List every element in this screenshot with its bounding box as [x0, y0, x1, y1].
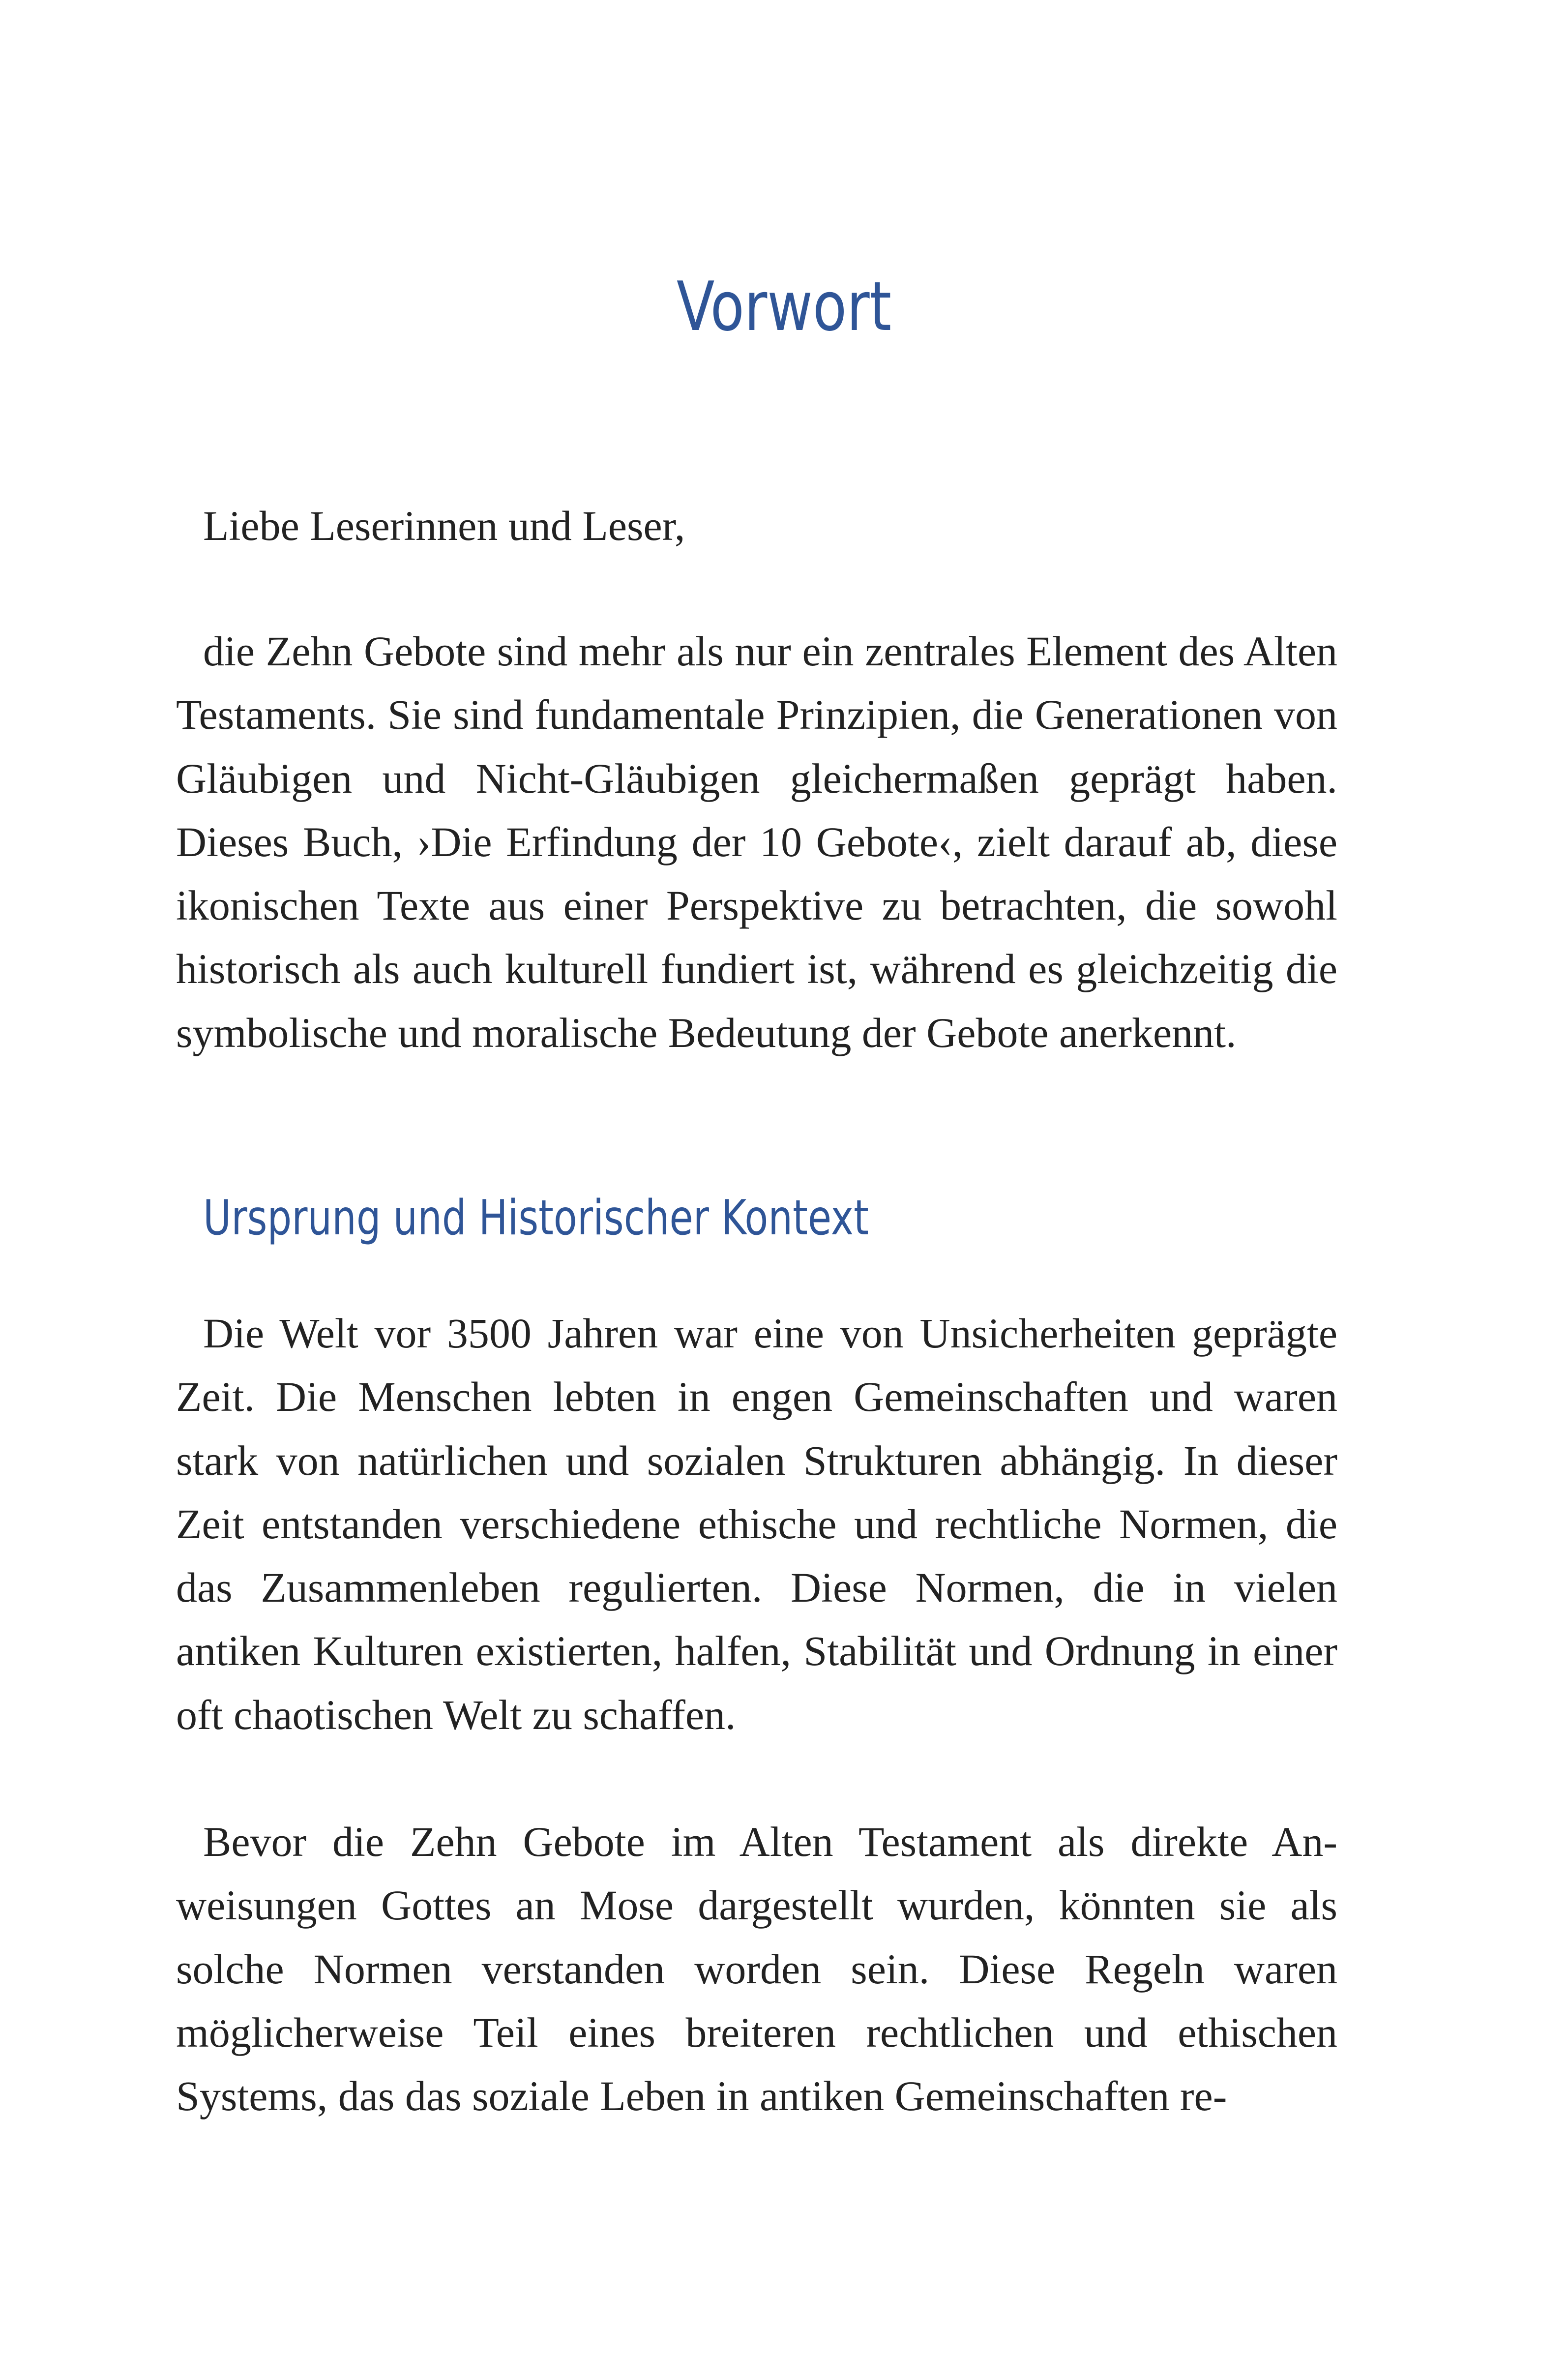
section-body-1 [176, 1302, 1337, 1747]
chapter-title: Vorwort [676, 267, 892, 346]
body-paragraph: Die Welt vor 3500 Jahren war eine von Unsicherheiten geprägte Zeit. Die Menschen lebten in engen Gemeinschaften und waren stark von natürlichen und sozialen Strukturen abhängig. In dieser Zeit entstanden verschiedene ethische und rechtliche Normen, die das Zusammenleben regulierten. Diese Normen, die in vielen antiken Kulturen existierten, halfen, Stabilität und Ordnung in einer oft chaotischen Welt zu schaffen. [176, 1310, 1337, 1738]
intro-block [176, 620, 1337, 1065]
section-heading: Ursprung und Historischer Kontext [203, 1190, 869, 1246]
salutation: Liebe Leserinnen und Leser, [203, 502, 685, 549]
intro-paragraph: die Zehn Gebote sind mehr als nur ein zentrales Element des Alten Testaments. Sie sind fundamentale Prinzipien, die Generationen von Gläubigen und Nicht-Gläubigen gleichermaßen geprägt haben. Dieses Buch, ›Die Erfindung der 10 Gebote‹, zielt darauf ab, diese ikonischen Texte aus einer Perspektive zu betrachten, die sowohl historisch als auch kulturell fundiert ist, während es gleichzeitig die symbolische und moralische Bedeutung der Gebote anerkennt. [176, 627, 1337, 1056]
body-paragraph: Bevor die Zehn Gebote im Alten Testament als direkte Anweisungen Gottes an Mose dargestellt wurden, könnten sie als solche Normen verstanden worden sein. Diese Regeln waren möglicherweise Teil eines breiteren rechtlichen und ethischen Systems, das das soziale Leben in antiken Gemeinschaften re- [176, 1818, 1337, 2120]
section-body-2 [176, 1810, 1337, 2128]
salutation-block [176, 494, 1337, 558]
